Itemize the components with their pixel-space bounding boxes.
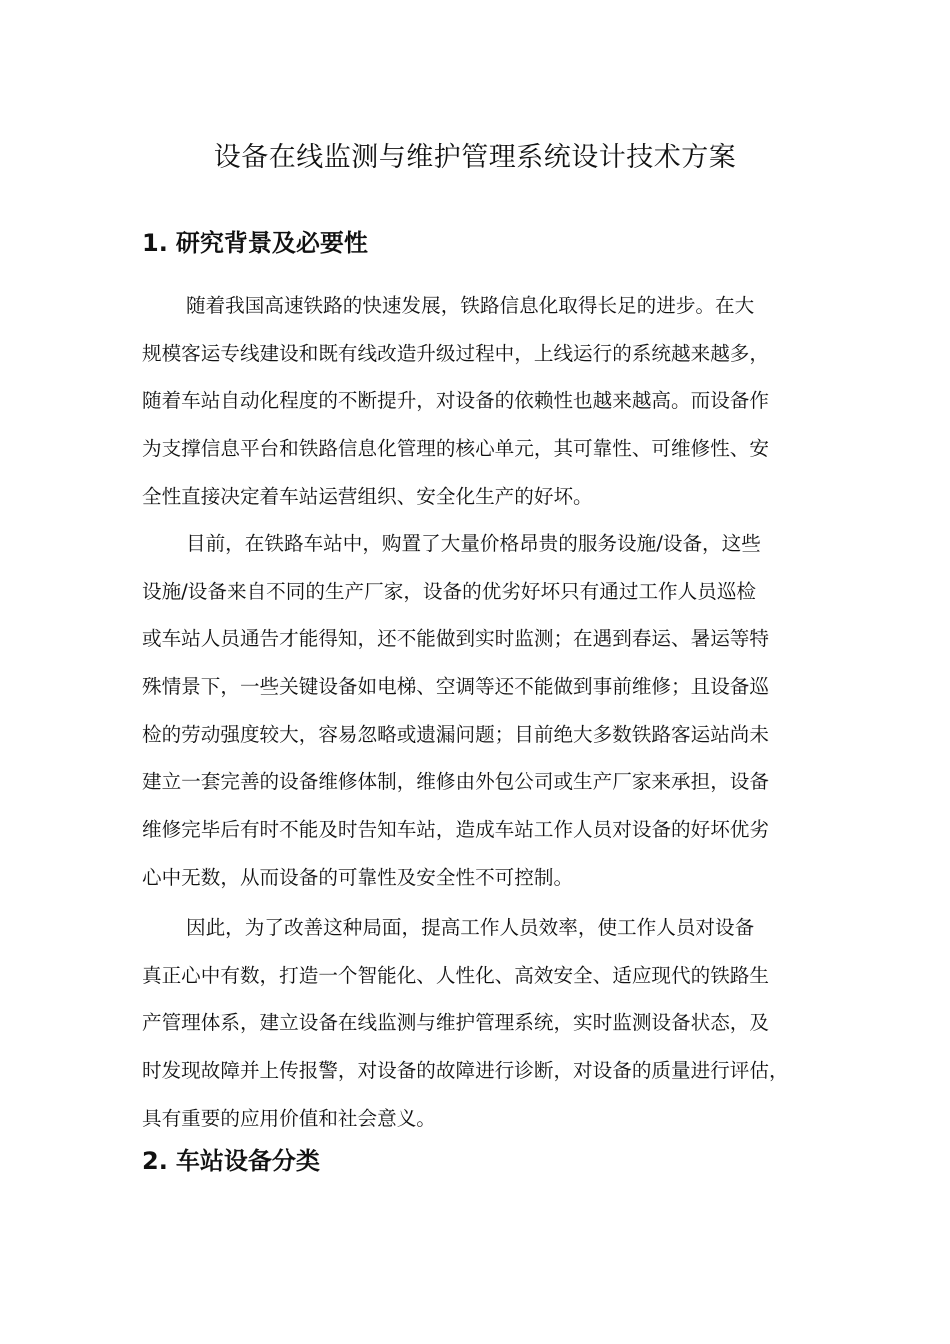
paragraph-line: 或车站人员通告才能得知，还不能做到实时监测；在遇到春运、暑运等特 xyxy=(142,627,769,651)
section-title: 研究背景及必要性 xyxy=(175,229,368,257)
paragraph-line: 真正心中有数，打造一个智能化、人性化、高效安全、适应现代的铁路生 xyxy=(142,963,769,987)
paragraph-line: 为支撑信息平台和铁路信息化管理的核心单元，其可靠性、可维修性、安 xyxy=(142,437,769,461)
document-title: 设备在线监测与维护管理系统设计技术方案 xyxy=(213,142,737,173)
paragraph-line: 随着车站自动化程度的不断提升，对设备的依赖性也越来越高。而设备作 xyxy=(142,389,769,413)
paragraph-line: 随着我国高速铁路的快速发展，铁路信息化取得长足的进步。在大 xyxy=(186,294,755,317)
section-heading-2 xyxy=(142,1143,320,1179)
paragraph-line: 规模客运专线建设和既有线改造升级过程中，上线运行的系统越来越多， xyxy=(142,341,769,365)
paragraph-line: 目前，在铁路车站中，购置了大量价格昂贵的服务设施/设备，这些 xyxy=(186,532,761,555)
paragraph-2 xyxy=(142,520,832,902)
paragraph-line: 因此，为了改善这种局面，提高工作人员效率，使工作人员对设备 xyxy=(186,916,755,939)
section-heading-1 xyxy=(142,225,368,261)
paragraph-1 xyxy=(142,282,832,520)
section-title: 车站设备分类 xyxy=(175,1147,320,1175)
paragraph-line: 维修完毕后有时不能及时告知车站，造成车站工作人员对设备的好坏优劣 xyxy=(142,818,769,842)
paragraph-line: 殊情景下，一些关键设备如电梯、空调等还不能做到事前维修；且设备巡 xyxy=(142,675,769,699)
paragraph-line: 心中无数，从而设备的可靠性及安全性不可控制。 xyxy=(142,865,574,889)
paragraph-line: 具有重要的应用价值和社会意义。 xyxy=(142,1106,436,1130)
paragraph-line: 全性直接决定着车站运营组织、安全化生产的好坏。 xyxy=(142,484,593,508)
section-number: 2. xyxy=(142,1147,168,1175)
paragraph-line: 设施/设备来自不同的生产厂家，设备的优劣好坏只有通过工作人员巡检 xyxy=(142,579,757,603)
paragraph-line: 产管理体系，建立设备在线监测与维护管理系统，实时监测设备状态，及 xyxy=(142,1011,769,1035)
paragraph-3 xyxy=(142,904,832,1142)
paragraph-line: 检的劳动强度较大，容易忽略或遗漏问题；目前绝大多数铁路客运站尚未 xyxy=(142,722,769,746)
paragraph-line: 时发现故障并上传报警，对设备的故障进行诊断，对设备的质量进行评估， xyxy=(142,1059,789,1083)
paragraph-line: 建立一套完善的设备维修体制，维修由外包公司或生产厂家来承担，设备 xyxy=(142,770,769,794)
section-number: 1. xyxy=(142,229,168,257)
